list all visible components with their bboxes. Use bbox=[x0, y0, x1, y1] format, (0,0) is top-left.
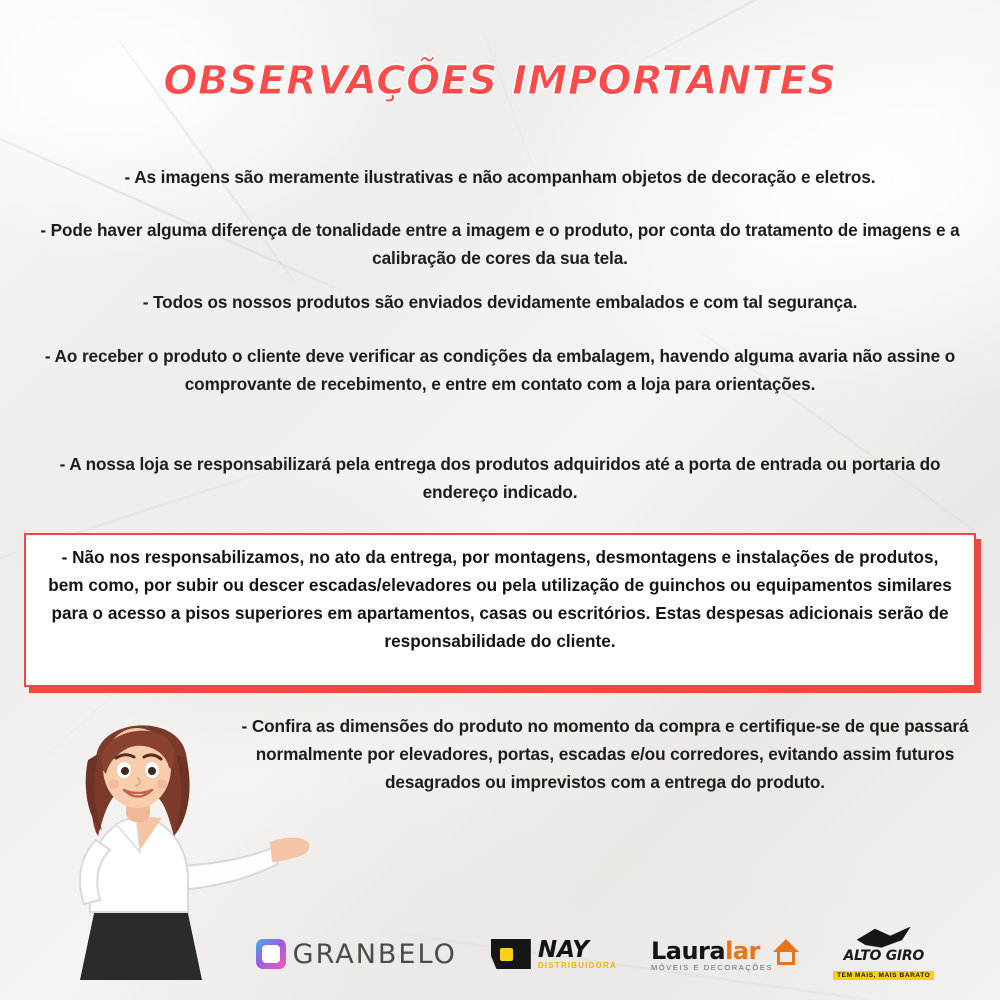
eagle-icon bbox=[857, 927, 911, 949]
partner-logos-strip bbox=[0, 926, 1000, 982]
page-title: OBSERVAÇÕES IMPORTANTES bbox=[163, 58, 837, 104]
logo-granbelo bbox=[256, 939, 457, 970]
granbelo-label: GRANBELO bbox=[292, 938, 457, 970]
notice-paragraph-2: - Pode haver alguma diferença de tonalidade entre a imagem e o produto, por conta do tratamento de imagens e a calibração de cores da sua tela. bbox=[40, 220, 960, 268]
nay-label-group bbox=[537, 936, 617, 970]
notice-paragraph-3: - Todos os nossos produtos são enviados devidamente embalados e com tal segurança. bbox=[142, 292, 858, 312]
nay-tagline: DISTRIBUIDORA bbox=[537, 960, 617, 970]
notice-paragraph-6-highlighted: - Não nos responsabilizamos, no ato da entrega, por montagens, desmontagens e instalações de produtos, bem como, por subir ou descer escadas/elevadores ou pela utilização de guinchos ou equipamentos similares para o acesso a pisos superiores em apartamentos, casas ou escritórios. Estas despesas adicionais serão de responsabilidade do cliente. bbox=[48, 547, 952, 651]
notice-paragraph-5: - A nossa loja se responsabilizará pela entrega dos produtos adquiridos até a porta de entrada ou portaria do endereço indicado. bbox=[59, 454, 941, 502]
lauralar-label-second: lar bbox=[725, 936, 760, 965]
notice-paragraph-7: - Confira as dimensões do produto no momento da compra e certifique-se de que passará normalmente por elevadores, portas, escadas e/ou corredores, evitando assim futuros desagrados ou imprevistos com a entrega do produto. bbox=[241, 716, 969, 792]
altogiro-tagline: TEM MAIS, MAIS BARATO bbox=[833, 971, 934, 980]
granbelo-mark-icon bbox=[256, 939, 286, 969]
nay-mark-icon bbox=[491, 939, 531, 969]
notice-paragraph-4: - Ao receber o produto o cliente deve verificar as condições da embalagem, havendo alguma avaria não assine o comprovante de recebimento, e entre em contato com a loja para orientações. bbox=[44, 346, 956, 394]
house-roof-icon bbox=[773, 939, 799, 952]
notice-paragraph-1: - As imagens são meramente ilustrativas e não acompanham objetos de decoração e eletros. bbox=[124, 167, 876, 187]
lauralar-label-first: Laura bbox=[650, 936, 726, 965]
house-body-icon bbox=[777, 952, 795, 965]
marble-vein bbox=[640, 0, 1000, 62]
lauralar-tagline: MÓVEIS E DECORAÇÕES bbox=[650, 962, 774, 972]
logo-lauralar bbox=[651, 937, 799, 972]
nay-label: NAY bbox=[537, 936, 589, 963]
altogiro-label: ALTO GIRO bbox=[843, 947, 924, 964]
logo-nay bbox=[491, 936, 617, 970]
lauralar-label-group bbox=[651, 937, 773, 965]
logo-altogiro bbox=[833, 927, 934, 982]
